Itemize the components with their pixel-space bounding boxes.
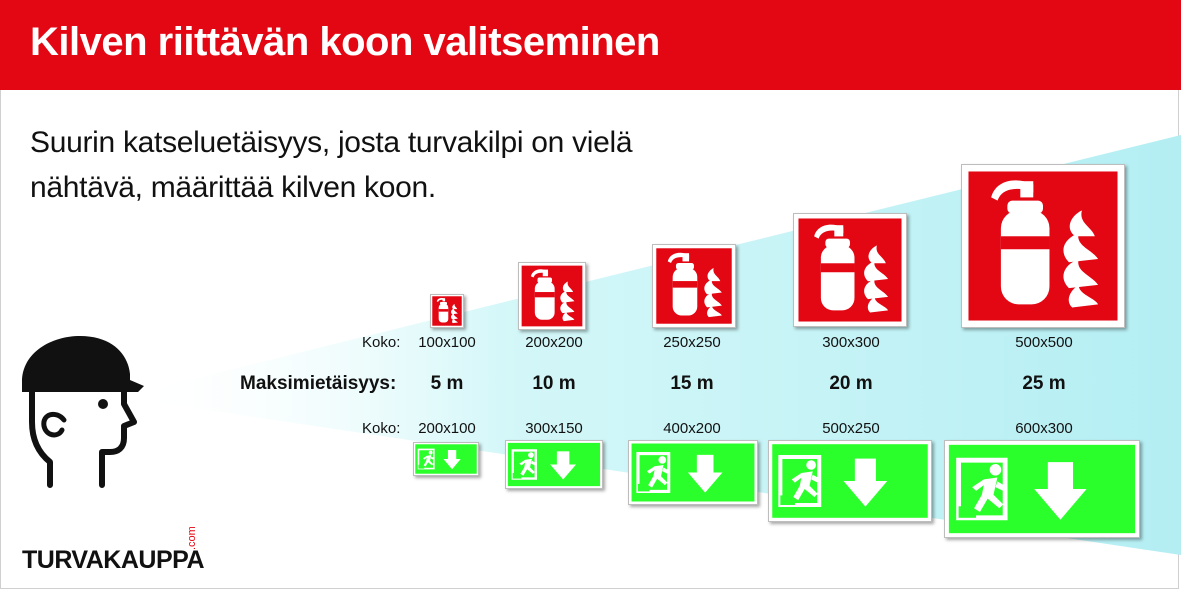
max-distance-value: 20 m xyxy=(829,373,873,394)
head-with-helmet-icon xyxy=(12,330,152,490)
fire-sign-size: 500x500 xyxy=(1015,334,1073,351)
page-title: Kilven riittävän koon valitseminen xyxy=(30,20,660,64)
fire-extinguisher-sign-icon xyxy=(961,164,1125,328)
max-distance-value: 25 m xyxy=(1022,373,1066,394)
fire-extinguisher-sign-icon xyxy=(652,244,736,328)
max-distance-label: Maksimietäisyys: xyxy=(240,373,397,394)
fire-sign-size: 250x250 xyxy=(663,334,721,351)
header-bar xyxy=(0,0,1181,90)
emergency-exit-arrow-sign-icon xyxy=(628,440,758,505)
emergency-exit-arrow-sign-icon xyxy=(505,440,603,489)
exit-sign-size: 400x200 xyxy=(663,420,721,437)
emergency-exit-arrow-sign-icon xyxy=(413,442,479,476)
exit-sign-size: 600x300 xyxy=(1015,420,1073,437)
max-distance-value: 15 m xyxy=(670,373,714,394)
max-distance-value: 5 m xyxy=(430,373,464,394)
exit-sign-size: 300x150 xyxy=(525,420,583,437)
exit-sign-size: 200x100 xyxy=(418,420,476,437)
fire-sign-size: 200x200 xyxy=(525,334,583,351)
size-label-bottom: Koko: xyxy=(362,420,401,437)
exit-sign-size: 500x250 xyxy=(822,420,880,437)
fire-extinguisher-sign-icon xyxy=(518,262,586,330)
emergency-exit-arrow-sign-icon xyxy=(944,440,1140,538)
emergency-exit-arrow-sign-icon xyxy=(768,440,932,522)
fire-sign-size: 300x300 xyxy=(822,334,880,351)
fire-extinguisher-sign-icon xyxy=(430,294,464,328)
max-distance-value: 10 m xyxy=(532,373,576,394)
size-label-top: Koko: xyxy=(362,334,401,351)
brand-logo-suffix: .com xyxy=(186,526,198,550)
intro-line-2: nähtävä, määrittää kilven koon. xyxy=(30,171,436,204)
brand-logo: TURVAKAUPPA xyxy=(22,546,205,574)
fire-extinguisher-sign-icon xyxy=(793,213,907,327)
fire-sign-size: 100x100 xyxy=(418,334,476,351)
intro-line-1: Suurin katseluetäisyys, josta turvakilpi on vielä xyxy=(30,126,633,159)
intro-text xyxy=(30,120,710,210)
